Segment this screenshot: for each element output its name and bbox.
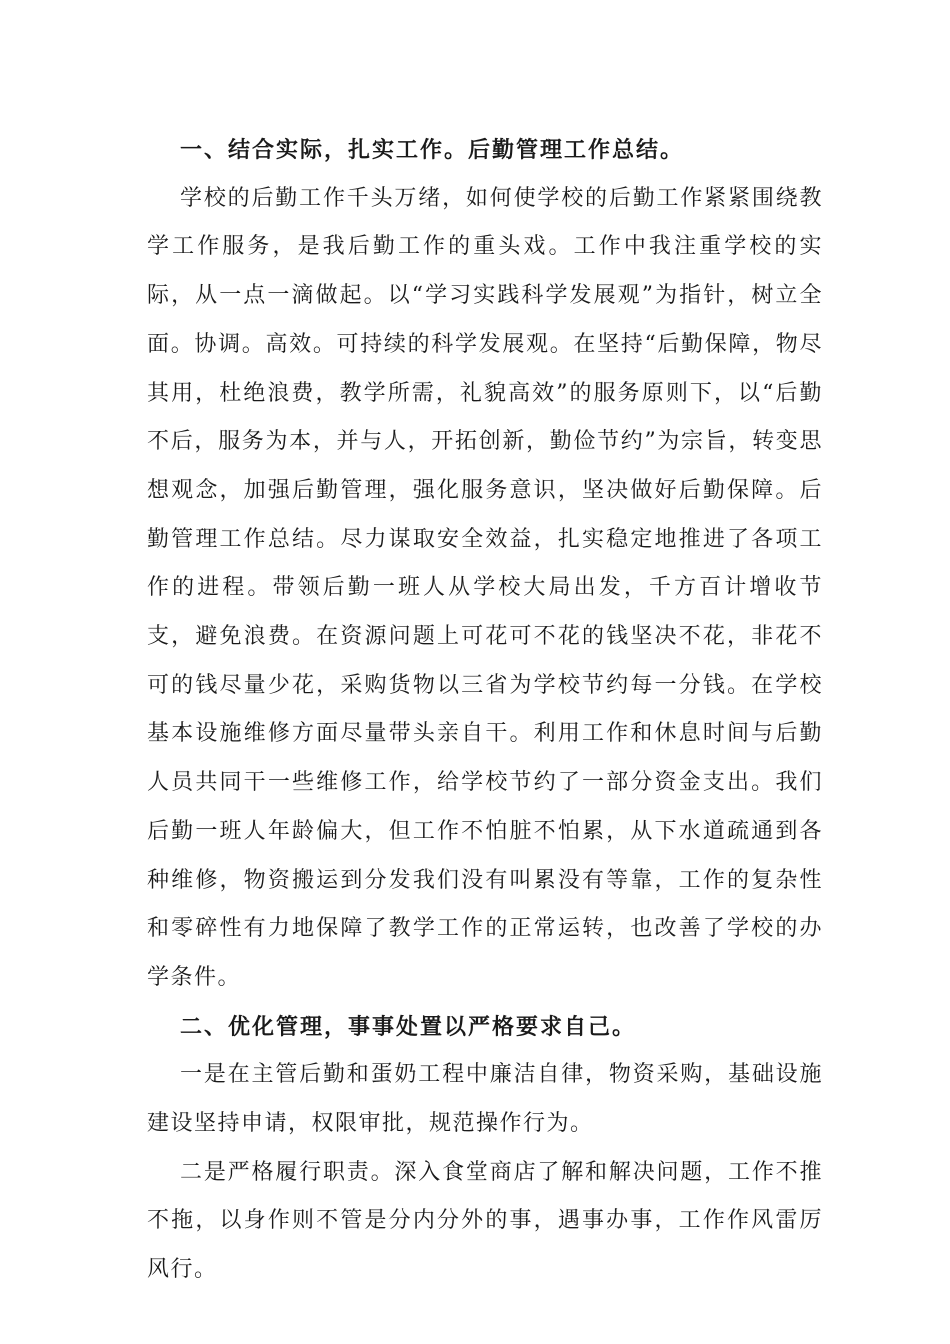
section-1-paragraph: 学校的后勤工作千头万绪，如何使学校的后勤工作紧紧围绕教学工作服务，是我后勤工作的重头戏。工作中我注重学校的实际，从一点一滴做起。以“学习实践科学发展观”为指针，树立全面。协调。高效。可持续的科学发展观。在坚持“后勤保障，物尽其用，杜绝浪费，教学所需，礼貌高效”的服务原则下，以“后勤不后，服务为本，并与人，开拓创新，勤俭节约”为宗旨，转变思想观念，加强后勤管理，强化服务意识，坚决做好后勤保障。后勤管理工作总结。尽力谋取安全效益，扎实稳定地推进了各项工作的进程。带领后勤一班人从学校大局出发，千方百计增收节支，避免浪费。在资源问题上可花可不花的钱坚决不花，非花不可的钱尽量少花，采购货物以三省为学校节约每一分钱。在学校基本设施维修方面尽量带头亲自干。利用工作和休息时间与后勤人员共同干一些维修工作，给学校节约了一部分资金支出。我们后勤一班人年龄偏大，但工作不怕脏不怕累，从下水道疏通到各种维修，物资搬运到分发我们没有叫累没有等靠，工作的复杂性和零碎性有力地保障了教学工作的正常运转，也改善了学校的办学条件。 — [147, 185, 823, 990]
document-body — [147, 126, 823, 1295]
section-2-paragraph-2: 二是严格履行职责。深入食堂商店了解和解决问题，工作不推不拖，以身作则不管是分内分外的事，遇事办事，工作作风雷厉风行。 — [147, 1159, 823, 1283]
section-1-heading: 一、结合实际，扎实工作。后勤管理工作总结。 — [180, 137, 685, 163]
section-2-paragraph-1: 一是在主管后勤和蛋奶工程中廉洁自律，物资采购，基础设施建设坚持申请，权限审批，规范操作行为。 — [147, 1062, 823, 1137]
section-2-heading: 二、优化管理，事事处置以严格要求自己。 — [180, 1013, 637, 1040]
